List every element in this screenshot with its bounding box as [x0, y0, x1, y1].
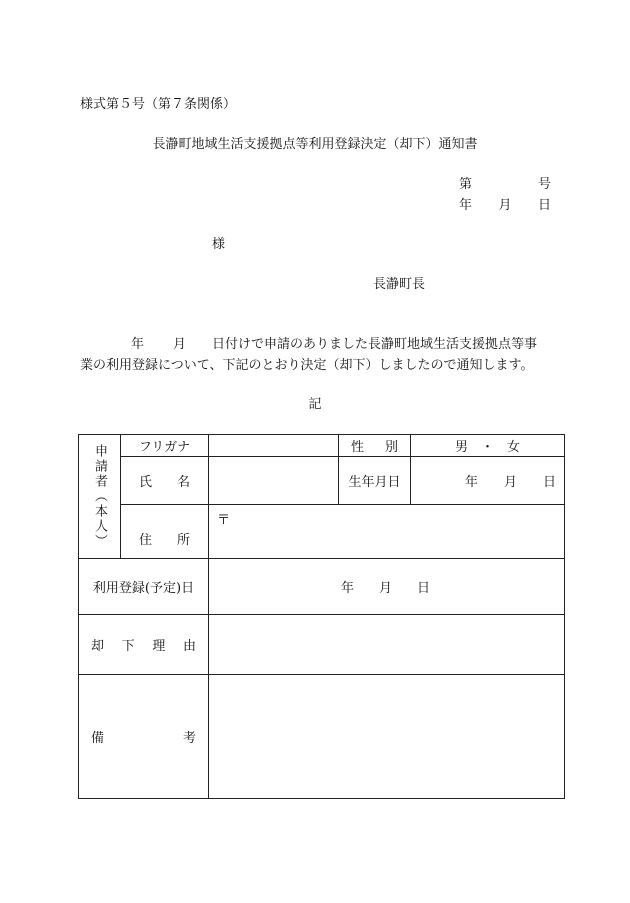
name-field[interactable] [209, 457, 339, 505]
reject-label-1: 却 [91, 639, 105, 654]
reference-number [459, 178, 551, 191]
registration-date-label: 利用登録(予定)日 [79, 559, 209, 615]
body-line-1-text: 日付けで申請のありました長瀞町地域生活支援拠点等事 [212, 337, 538, 352]
form-number: 様式第５号（第７条関係） [80, 97, 237, 112]
sex-label-cell [339, 435, 411, 457]
address-label-1: 住 [139, 533, 153, 548]
birth-label: 生年月日 [339, 457, 411, 505]
ki-heading: 記 [308, 397, 322, 412]
furigana-field[interactable] [209, 435, 339, 457]
ref-dai: 第 [459, 177, 473, 192]
name-label-2: 名 [176, 475, 190, 490]
birth-nen: 年 [465, 475, 479, 490]
issue-date-nen: 年 [459, 198, 473, 213]
reg-nichi: 日 [416, 581, 430, 596]
issue-date-nichi: 日 [537, 198, 551, 213]
body-gatsu: 月 [173, 337, 187, 352]
birth-date-field[interactable] [411, 457, 565, 505]
address-label-2: 所 [176, 533, 190, 548]
remarks-label-cell [79, 675, 209, 799]
row-address [79, 505, 565, 559]
sex-label-2: 別 [384, 440, 398, 455]
reg-nen: 年 [341, 581, 355, 596]
ref-go: 号 [537, 177, 551, 192]
reject-reason-field[interactable] [209, 615, 565, 675]
address-label-cell [121, 505, 209, 559]
reject-label-3: 理 [152, 639, 166, 654]
addressee: 様 [212, 237, 226, 252]
issue-date-gatsu: 月 [498, 198, 512, 213]
issue-date [459, 199, 551, 212]
application-table [78, 434, 565, 799]
remarks-label-2: 考 [182, 731, 196, 746]
applicant-label-cell [79, 435, 121, 559]
body-line-2: 業の利用登録について、下記のとおり決定（却下）しましたので通知します。 [80, 358, 534, 373]
name-label-cell [121, 457, 209, 505]
remarks-field[interactable] [209, 675, 565, 799]
birth-nichi: 日 [542, 475, 556, 490]
name-label-1: 氏 [139, 475, 153, 490]
registration-date-field[interactable] [209, 559, 565, 615]
sex-label-1: 性 [351, 440, 365, 455]
document-title: 長瀞町地域生活支援拠点等利用登録決定（却下）通知書 [152, 137, 478, 152]
row-remarks [79, 675, 565, 799]
row-reject-reason [79, 615, 565, 675]
reject-label-4: 由 [182, 639, 196, 654]
row-name [79, 457, 565, 505]
reject-label-2: 下 [121, 639, 135, 654]
sex-options[interactable]: 男 ・ 女 [411, 435, 565, 457]
sender: 長瀞町長 [373, 277, 426, 292]
furigana-label: フリガナ [121, 435, 209, 457]
body-nen: 年 [131, 337, 145, 352]
birth-gatsu: 月 [503, 475, 517, 490]
reject-reason-label-cell [79, 615, 209, 675]
remarks-label-1: 備 [91, 731, 105, 746]
applicant-label: 申請者（本人） [92, 444, 107, 549]
address-field[interactable] [209, 505, 565, 559]
postal-mark: 〒 [217, 513, 231, 528]
reg-gatsu: 月 [378, 581, 392, 596]
row-registration-date [79, 559, 565, 615]
row-furigana [79, 435, 565, 457]
